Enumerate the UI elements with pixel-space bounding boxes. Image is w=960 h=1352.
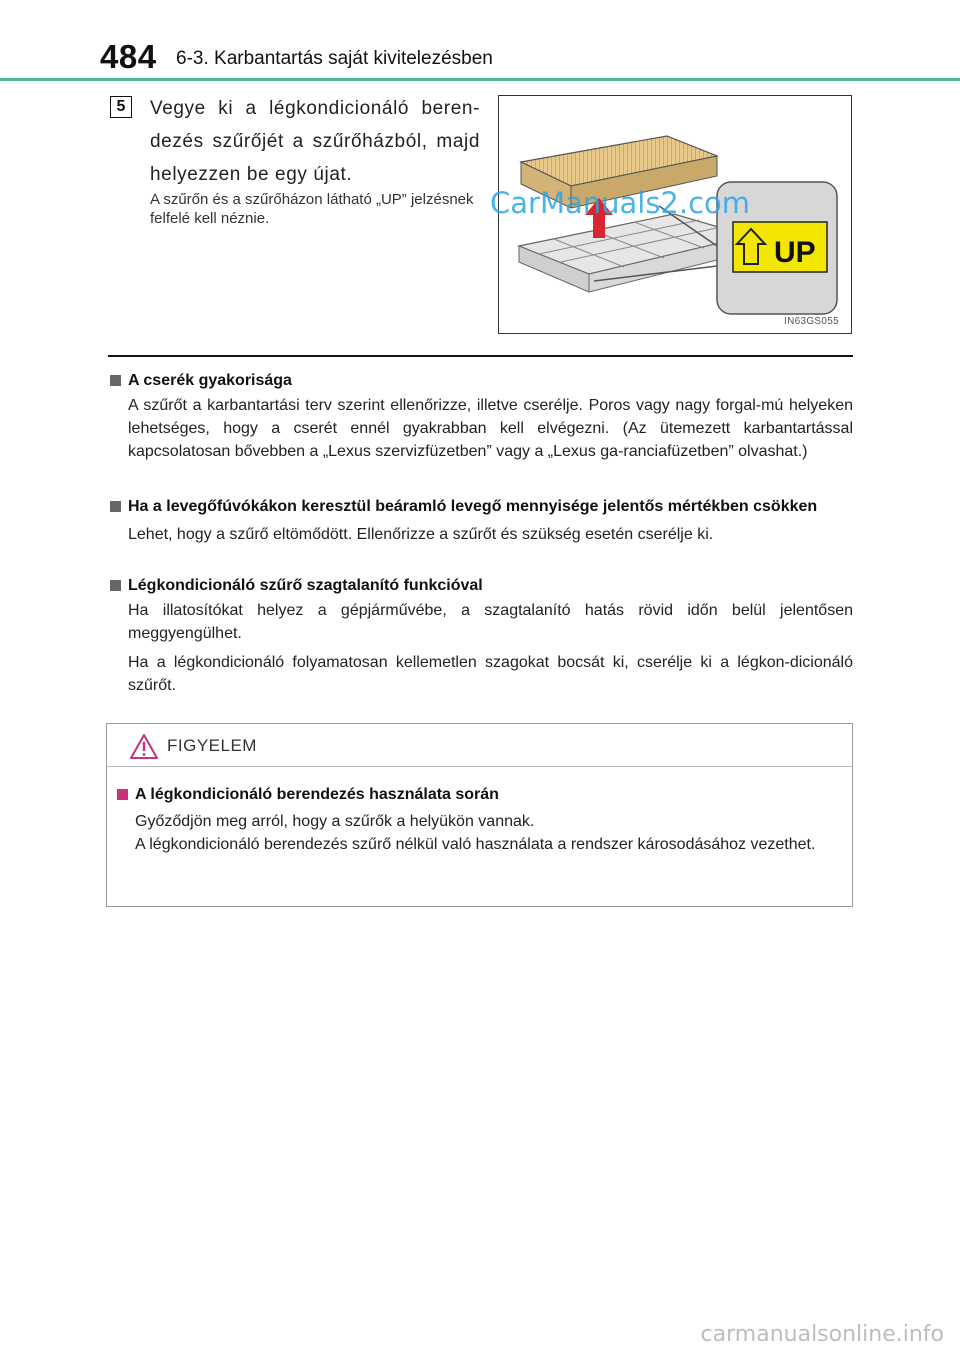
bullet-square-icon xyxy=(110,375,121,386)
page-number: 484 xyxy=(100,38,157,75)
info-section-airflow xyxy=(108,496,853,546)
warning-header xyxy=(107,724,852,767)
step-instruction: Vegye ki a légkondicionáló beren-dezés szűrőjét a szűrőházból, majd helyezzen be egy újat. xyxy=(150,98,480,185)
header-rule xyxy=(0,78,960,81)
step-note: A szűrőn és a szűrőházon látható „UP” jelzésnek felfelé kell néznie. xyxy=(150,191,474,227)
warning-line: Győződjön meg arról, hogy a szűrők a helyükön vannak. xyxy=(135,813,535,830)
up-label: UP xyxy=(774,236,816,269)
warning-line: A légkondicionáló berendezés szűrő nélkül való használata a rendszer károsodásához vezethet. xyxy=(135,836,816,853)
bullet-square-icon xyxy=(117,789,128,800)
warning-text xyxy=(111,810,835,856)
info-paragraph: A szűrőt a karbantartási terv szerint ellenőrizze, illetve cserélje. Poros vagy nagy forgal-mú helyeken lehetséges, hogy a cserét ennél gyakrabban kell elvégezni. (Az ütemezett karbantartással kapcsolatosan bővebben a „Lexus szervizfüzetben” vagy a „Lexus ga-ranciafüzetben” olvashat.) xyxy=(128,397,853,460)
warning-heading: A légkondicionáló berendezés használata során xyxy=(111,784,852,805)
info-heading: Ha a levegőfúvókákon keresztül beáramló levegő mennyisége jelentős mértékben csökken xyxy=(108,496,853,517)
info-heading: A cserék gyakorisága xyxy=(108,370,853,391)
section-divider xyxy=(108,355,853,357)
footer-watermark: carmanualsonline.info xyxy=(700,1322,944,1347)
warning-title: FIGYELEM xyxy=(167,736,257,755)
info-section-frequency xyxy=(108,370,853,463)
info-paragraph: Ha illatosítókat helyez a gépjárművébe, a szagtalanító hatás rövid időn belül jelentősen meggyengülhet. xyxy=(128,602,853,642)
info-paragraph: Lehet, hogy a szűrő eltömődött. Ellenőrizze a szűrőt és szükség esetén cserélje ki. xyxy=(128,526,714,543)
warning-triangle-icon xyxy=(129,733,159,760)
section-title: 6-3. Karbantartás saját kivitelezésben xyxy=(176,48,493,69)
bullet-square-icon xyxy=(110,580,121,591)
warning-item xyxy=(107,784,852,856)
info-section-deodorizer xyxy=(108,575,853,697)
bullet-square-icon xyxy=(110,501,121,512)
warning-box xyxy=(106,723,853,907)
step-number-badge: 5 xyxy=(110,96,132,118)
page-header xyxy=(0,0,960,80)
info-paragraph: Ha a légkondicionáló folyamatosan kellemetlen szagokat bocsát ki, cserélje ki a légkon-dicionáló szűrőt. xyxy=(128,654,853,694)
info-heading: Légkondicionáló szűrő szagtalanító funkcióval xyxy=(108,575,853,596)
watermark-overlay: CarManuals2.com xyxy=(490,186,751,220)
figure-code: IN63GS055 xyxy=(784,316,839,327)
